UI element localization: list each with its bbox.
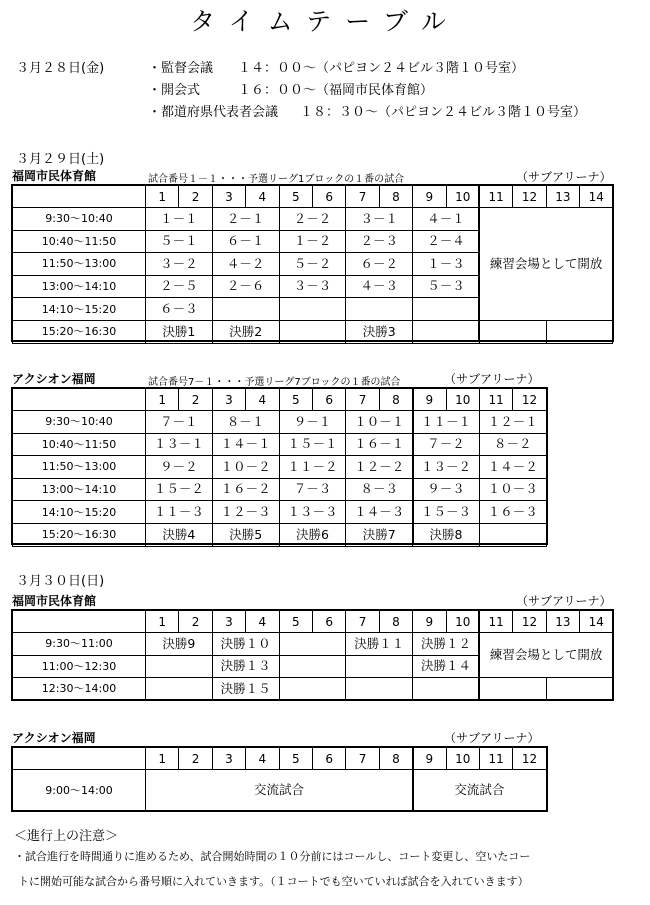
match-cell: １６－２ <box>212 478 279 501</box>
match-cell: 決勝1 <box>146 320 213 343</box>
table-row <box>13 208 613 231</box>
court-header-row <box>13 611 613 633</box>
match-cell: 決勝１４ <box>413 655 480 678</box>
match-cell: １－３ <box>413 253 480 276</box>
match-cell: １４－２ <box>479 456 546 479</box>
court-number: 14 <box>580 186 613 208</box>
court-number: 7 <box>346 748 379 770</box>
match-cell: 決勝5 <box>212 523 279 546</box>
court-number: 6 <box>312 186 345 208</box>
match-cell: 決勝9 <box>146 633 213 656</box>
empty-cell <box>479 678 546 701</box>
match-cell: ９－２ <box>146 456 213 479</box>
court-number: 5 <box>279 611 312 633</box>
page-title: タイムテーブル <box>190 7 460 36</box>
match-cell <box>413 678 480 701</box>
court-number: 10 <box>446 611 479 633</box>
table-row <box>13 433 547 456</box>
match-cell: ３－２ <box>146 253 213 276</box>
time-slot: 15:20～16:30 <box>13 320 146 343</box>
court-number: 10 <box>446 186 479 208</box>
court-number: 12 <box>513 186 546 208</box>
match-cell: ９－３ <box>413 478 480 501</box>
match-cell: ２－５ <box>146 275 213 298</box>
timetable-0329-axion <box>12 388 547 547</box>
time-slot: 13:00～14:10 <box>13 275 146 298</box>
court-number: 4 <box>246 748 279 770</box>
match-cell: ３－３ <box>279 275 346 298</box>
match-cell: １５－１ <box>279 433 346 456</box>
court-number: 11 <box>479 748 512 770</box>
time-slot: 14:10～15:20 <box>13 298 146 321</box>
court-number: 8 <box>379 186 412 208</box>
court-number: 12 <box>513 389 546 411</box>
match-cell: １０－１ <box>346 411 413 434</box>
time-slot: 11:50～13:00 <box>13 456 146 479</box>
match-cell: ６－１ <box>212 230 279 253</box>
court-number: 4 <box>246 611 279 633</box>
court-number: 3 <box>212 186 245 208</box>
table-row <box>13 320 613 343</box>
time-slot: 9:30～11:00 <box>13 633 146 656</box>
court-number: 10 <box>446 748 479 770</box>
match-cell: １６－３ <box>479 501 546 524</box>
match-cell: １－２ <box>279 230 346 253</box>
time-slot: 9:30～10:40 <box>13 411 146 434</box>
match-cell <box>479 523 546 546</box>
match-cell: ９－１ <box>279 411 346 434</box>
match-cell: ２－３ <box>346 230 413 253</box>
court-number: 4 <box>246 186 279 208</box>
match-cell: １３－２ <box>413 456 480 479</box>
match-cell <box>279 320 346 343</box>
court-number: 2 <box>179 389 212 411</box>
court-number: 13 <box>546 611 579 633</box>
venue-title: 福岡市民体育館 <box>12 169 97 183</box>
match-cell: １３－３ <box>279 501 346 524</box>
match-cell: １－１ <box>146 208 213 231</box>
match-cell <box>413 298 480 321</box>
time-slot: 11:50～13:00 <box>13 253 146 276</box>
match-cell: 決勝3 <box>346 320 413 343</box>
court-number: 8 <box>379 748 412 770</box>
court-number: 5 <box>279 748 312 770</box>
match-cell: ６－２ <box>346 253 413 276</box>
match-cell: １５－２ <box>146 478 213 501</box>
notes-heading: ＜進行上の注意＞ <box>14 829 119 844</box>
sub-arena-label: （サブアリーナ） <box>444 372 540 386</box>
court-header-row <box>13 186 613 208</box>
match-cell <box>346 655 413 678</box>
time-slot: 15:20～16:30 <box>13 523 146 546</box>
match-cell: 決勝6 <box>279 523 346 546</box>
match-cell: ７－３ <box>279 478 346 501</box>
court-number: 2 <box>179 748 212 770</box>
notes-line: トに開始可能な試合から番号順に入れていきます。（１コートでも空いていれば試合を入れていきます） <box>18 875 529 888</box>
court-number: 10 <box>446 389 479 411</box>
court-number: 6 <box>312 748 345 770</box>
match-cell: １１－１ <box>413 411 480 434</box>
court-number: 11 <box>479 389 512 411</box>
time-slot: 10:40～11:50 <box>13 230 146 253</box>
sub-arena-label: （サブアリーナ） <box>516 170 612 184</box>
date-0329: ３月２９日(土) <box>16 152 105 167</box>
court-number: 13 <box>546 186 579 208</box>
time-slot: 12:30～14:00 <box>13 678 146 701</box>
time-slot: 11:00～12:30 <box>13 655 146 678</box>
court-number: 12 <box>513 611 546 633</box>
match-cell: 決勝4 <box>146 523 213 546</box>
schedule-item-detail: １４：００～（パピヨン２４ビル３階１０号室） <box>238 61 525 76</box>
timetable-0330-axion <box>12 747 547 812</box>
match-cell: ２－４ <box>413 230 480 253</box>
match-cell <box>279 655 346 678</box>
match-cell: １６－１ <box>346 433 413 456</box>
court-number: 9 <box>413 611 446 633</box>
match-cell: 決勝7 <box>346 523 413 546</box>
table-row <box>13 478 547 501</box>
match-cell: 決勝１０ <box>212 633 279 656</box>
match-cell: １０－２ <box>212 456 279 479</box>
court-number: 12 <box>513 748 546 770</box>
table-row <box>13 501 547 524</box>
table-row <box>13 523 547 546</box>
match-cell: １４－３ <box>346 501 413 524</box>
time-slot: 9:00～14:00 <box>13 770 146 812</box>
match-cell <box>413 320 480 343</box>
court-header-row <box>13 748 547 770</box>
match-cell <box>346 678 413 701</box>
match-cell: ４－２ <box>212 253 279 276</box>
court-number: 1 <box>146 389 179 411</box>
court-number: 7 <box>346 611 379 633</box>
match-cell: ８－３ <box>346 478 413 501</box>
corner-cell <box>13 389 146 411</box>
match-cell: ３－１ <box>346 208 413 231</box>
schedule-item-label: ・都道府県代表者会議 <box>148 105 279 120</box>
date-0330: ３月３０日(日) <box>16 574 105 589</box>
empty-cell <box>479 320 546 343</box>
match-cell: １２－１ <box>479 411 546 434</box>
time-slot: 10:40～11:50 <box>13 433 146 456</box>
table-row <box>13 633 613 656</box>
match-cell: 決勝１５ <box>212 678 279 701</box>
match-cell: ５－３ <box>413 275 480 298</box>
match-cell: ２－２ <box>279 208 346 231</box>
court-number: 9 <box>413 186 446 208</box>
schedule-item-label: ・監督会議 <box>148 61 214 76</box>
court-number: 5 <box>279 186 312 208</box>
sub-arena-label: （サブアリーナ） <box>444 731 540 745</box>
exchange-match-main: 交流試合 <box>146 770 413 812</box>
practice-area: 練習会場として開放 <box>479 208 613 321</box>
court-number: 6 <box>312 389 345 411</box>
match-cell: 決勝１１ <box>346 633 413 656</box>
match-cell: ４－３ <box>346 275 413 298</box>
match-cell <box>212 298 279 321</box>
court-number: 7 <box>346 186 379 208</box>
match-cell: １１－２ <box>279 456 346 479</box>
court-number: 6 <box>312 611 345 633</box>
timetable-0330-fukuoka <box>12 610 613 701</box>
match-cell: ２－１ <box>212 208 279 231</box>
corner-cell <box>13 748 146 770</box>
court-number: 8 <box>379 389 412 411</box>
schedule-item-detail: １６：００～（福岡市民体育館） <box>238 83 434 98</box>
table-row <box>13 770 547 812</box>
match-cell: ２－６ <box>212 275 279 298</box>
match-number-note: 試合番号7－１・・・予選リーグ7ブロックの１番の試合 <box>148 377 401 388</box>
court-number: 5 <box>279 389 312 411</box>
match-cell: １４－１ <box>212 433 279 456</box>
venue-title: 福岡市民体育館 <box>12 594 97 608</box>
court-number: 11 <box>479 186 512 208</box>
match-cell: １１－３ <box>146 501 213 524</box>
match-cell: ７－１ <box>146 411 213 434</box>
match-cell: 決勝１２ <box>413 633 480 656</box>
match-cell: ４－１ <box>413 208 480 231</box>
court-number: 2 <box>179 186 212 208</box>
corner-cell <box>13 611 146 633</box>
court-number: 3 <box>212 748 245 770</box>
match-cell: １２－３ <box>212 501 279 524</box>
corner-cell <box>13 186 146 208</box>
match-number-note: 試合番号１－１・・・予選リーグ1ブロックの１番の試合 <box>148 174 405 185</box>
match-cell: １５－３ <box>413 501 480 524</box>
table-row <box>13 411 547 434</box>
match-cell: ８－１ <box>212 411 279 434</box>
match-cell: １３－１ <box>146 433 213 456</box>
match-cell: １２－２ <box>346 456 413 479</box>
court-number: 9 <box>413 389 446 411</box>
court-number: 7 <box>346 389 379 411</box>
date-0328: ３月２８日(金) <box>16 61 105 76</box>
match-cell <box>279 678 346 701</box>
match-cell: ８－２ <box>479 433 546 456</box>
court-number: 8 <box>379 611 412 633</box>
match-cell: 決勝１３ <box>212 655 279 678</box>
court-number: 4 <box>246 389 279 411</box>
match-cell <box>346 298 413 321</box>
empty-cell <box>546 678 613 701</box>
match-cell: ７－２ <box>413 433 480 456</box>
match-cell: １０－３ <box>479 478 546 501</box>
match-cell <box>146 655 213 678</box>
sub-arena-label: （サブアリーナ） <box>516 594 612 608</box>
match-cell <box>279 633 346 656</box>
table-row <box>13 456 547 479</box>
court-header-row <box>13 389 547 411</box>
court-number: 1 <box>146 748 179 770</box>
time-slot: 9:30～10:40 <box>13 208 146 231</box>
venue-title: アクシオン福岡 <box>12 372 96 386</box>
exchange-match-sub: 交流試合 <box>413 770 547 812</box>
court-number: 11 <box>479 611 512 633</box>
match-cell <box>146 678 213 701</box>
match-cell: ６－３ <box>146 298 213 321</box>
venue-title: アクシオン福岡 <box>12 731 96 745</box>
court-number: 1 <box>146 611 179 633</box>
court-number: 3 <box>212 611 245 633</box>
schedule-item-label: ・開会式 <box>148 83 201 98</box>
practice-area: 練習会場として開放 <box>479 633 613 678</box>
court-number: 9 <box>413 748 446 770</box>
time-slot: 13:00～14:10 <box>13 478 146 501</box>
time-slot: 14:10～15:20 <box>13 501 146 524</box>
court-number: 2 <box>179 611 212 633</box>
court-number: 14 <box>580 611 613 633</box>
court-number: 1 <box>146 186 179 208</box>
match-cell: ５－２ <box>279 253 346 276</box>
match-cell <box>279 298 346 321</box>
match-cell: 決勝2 <box>212 320 279 343</box>
match-cell: 決勝8 <box>413 523 480 546</box>
schedule-item-detail: １８：３０～（パピヨン２４ビル３階１０号室） <box>300 105 587 120</box>
timetable-0329-fukuoka <box>12 185 613 344</box>
court-number: 3 <box>212 389 245 411</box>
table-row <box>13 678 613 701</box>
match-cell: ５－１ <box>146 230 213 253</box>
empty-cell <box>546 320 613 343</box>
notes-line: ・試合進行を時間通りに進めるため、試合開始時間の１０分前にはコールし、コート変更し、空いたコー <box>14 850 531 863</box>
